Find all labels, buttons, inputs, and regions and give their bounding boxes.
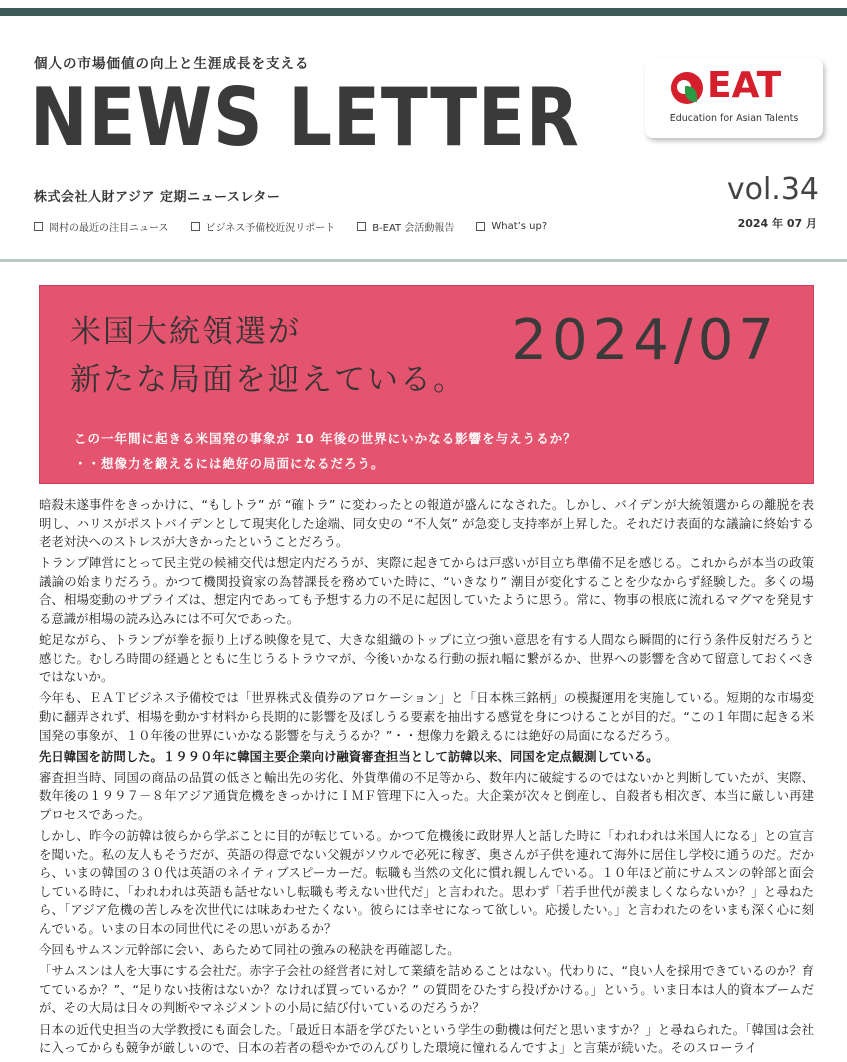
checkbox-icon: [476, 222, 485, 231]
logo-subtitle: Education for Asian Talents: [669, 113, 799, 124]
hero-year: 2024/07: [511, 308, 779, 373]
hero-headline-line: 新たな局面を迎えている。: [70, 362, 466, 398]
page-title: NEWS LETTER: [30, 71, 580, 164]
article-paragraph: 今年も、ＥＡＴビジネス予備校では「世界株式＆債券のアロケーション」と「日本株三銘柄」の模擬運用を実施している。短期的な市場変動に翻弄されず、相場を動かす材料から長期的に影響を及ぼしうる要素を抽出する感覚を身につけることが目的だ。“この１年間に起きる米国発の事象が、１０年後の世界にいかなる影響を与えうるか？”・・想像力を鍛えるには絶好の局面になるだろう。: [39, 690, 814, 743]
checkbox-icon: [191, 222, 200, 231]
article-body: [39, 496, 814, 1060]
toc-label: ビジネス予備校近況リポート: [205, 223, 336, 234]
toc-label: What’s up?: [491, 221, 548, 232]
header-divider: [0, 259, 847, 262]
checkbox-icon: [357, 222, 366, 231]
article-paragraph: しかし、昨今の訪韓は彼らから学ぶことに目的が転じている。かつて危機後に政財界人と話した時に「われわれは米国人になる」との宣言を聞いた。私の友人もそうだが、英語の得意でない父親がソウルで必死に稼ぎ、奥さんが子供を連れて海外に居住し学校に通うのだ。だから、いまの韓国の３０代は英語のネイティブスピーカーだ。転職も当然の文化に慣れ親しんでいる。１０年ほど前にサムスンの幹部と面会している時に、「われわれは英語も話せないし転職も考えない世代だ」と言われた。思わず「若手世代が羨ましくならないか？」と尋ねたら、「アジア危機の苦しみを次世代には味あわせたくない。彼らには幸せになって欲しい。応援したい。」と言われたのをいまも深く心に刻んでいる。いまの日本の同世代にその思いがあるか？: [39, 828, 814, 937]
article-lead: 先日韓国を訪問した。１９９０年に韓国主要企業向け融資審査担当として訪韓以来、同国を定点観測している。: [39, 748, 659, 764]
hero-sub-line: ・・想像力を鍛えるには絶好の局面になるだろう。: [74, 456, 385, 471]
volume-number: vol.34: [726, 172, 819, 207]
hero-sub-line: この一年間に起きる米国発の事象が 10 年後の世界にいかなる影響を与えうるか？: [74, 431, 577, 446]
toc-label: B-EAT 会活動報告: [372, 223, 455, 234]
article-paragraph: 暗殺未遂事件をきっかけに、“もしトラ” が “確トラ” に変わったとの報道が盛んになされた。しかし、バイデンが大統領選からの離脱を表明し、ハリスがポストバイデンとして現実化した途端、同女史の “不人気” が急変し支持率が上昇した。それだけ表面的な議論に終始する老老対決へのストレスが大きかったということだろう。: [39, 497, 814, 550]
hero-banner: [39, 285, 814, 484]
eat-logo: [645, 58, 823, 138]
logo-text: EAT: [707, 65, 782, 106]
article-paragraph: 「サムスンは人を大事にする会社だ。赤字子会社の経営者に対して業績を詰めることはない。代わりに、“良い人を採用できているのか？育てているか？”、“足りない技術はないか？なければ買っているか？” の質問をひたすら投げかける。」という。いま日本は人的資本ブームだが、その大局は日々の判断やマネジメントの小局に結び付いているのだろうか？: [39, 963, 814, 1016]
article-paragraph: トランプ陣営にとって民主党の候補交代は想定内だろうが、実際に起きてからは戸惑いが目立ち準備不足を感じる。これからが本当の政策議論の始まりだろう。かつて機関投資家の為替課長を務めていた時に、“いきなり” 潮目が変化することを少なからず経験した。多くの場合、相場変動のサプライズは、想定内であっても予想する力の不足に起因していたように思う。常に、物事の根底に流れるマグマを発見する意識が相場の読み込みには不可欠であった。: [39, 555, 814, 627]
article-paragraph: 今回もサムスン元幹部に会い、あらためて同社の強みの秘訣を再確認した。: [39, 942, 460, 958]
hero-headline: [70, 308, 466, 404]
toc-label: 岡村の最近の注目ニュース: [49, 223, 169, 234]
issue-date: 2024 年 07 月: [737, 217, 817, 230]
tagline: 個人の市場価値の向上と生涯成長を支える: [34, 56, 310, 72]
article-paragraph: 審査担当時、同国の商品の品質の低さと輸出先の劣化、外貨準備の不足等から、数年内に破綻するのではないかと判断していたが、実際、数年後の１９９７－８年アジア通貨危機をきっかけにＩＭＦ管理下に入った。大企業が次々と倒産し、自殺者も相次ぎ、本当に厳しい再建プロセスであった。: [39, 769, 814, 822]
hero-headline-line: 米国大統領選が: [70, 314, 301, 350]
checkbox-icon: [34, 222, 43, 231]
toc-item: [191, 219, 336, 234]
article-paragraph: 蛇足ながら、トランプが拳を振り上げる映像を見て、大きな組織のトップに立つ強い意思を有する人間なら瞬間的に行う条件反射だろうと感じた。むしろ時間の経過とともに生じうるトラウマが、今後いかなる行動の振れ幅に繋がるか、世界への影響を含めて留意しておくべきではないか。: [39, 632, 814, 685]
top-bar: [0, 8, 847, 16]
eat-logo-mark-icon: [671, 72, 703, 104]
hero-subheading: [74, 426, 577, 476]
article-paragraph: 日本の近代史担当の大学教授にも面会した。「最近日本語を学びたいという学生の動機は何だと思いますか？」と尋ねられた。「韓国は会社に入ってからも競争が厳しいので、日本の若者の穏やかでのんびりした環境に憧れるんですよ」と言葉が続いた。そのスローライ: [39, 1021, 814, 1056]
company-subtitle: 株式会社人財アジア 定期ニュースレター: [34, 190, 281, 205]
table-of-contents: [34, 219, 569, 234]
toc-item: [476, 219, 547, 234]
toc-item: [34, 219, 169, 234]
toc-item: [357, 219, 454, 234]
